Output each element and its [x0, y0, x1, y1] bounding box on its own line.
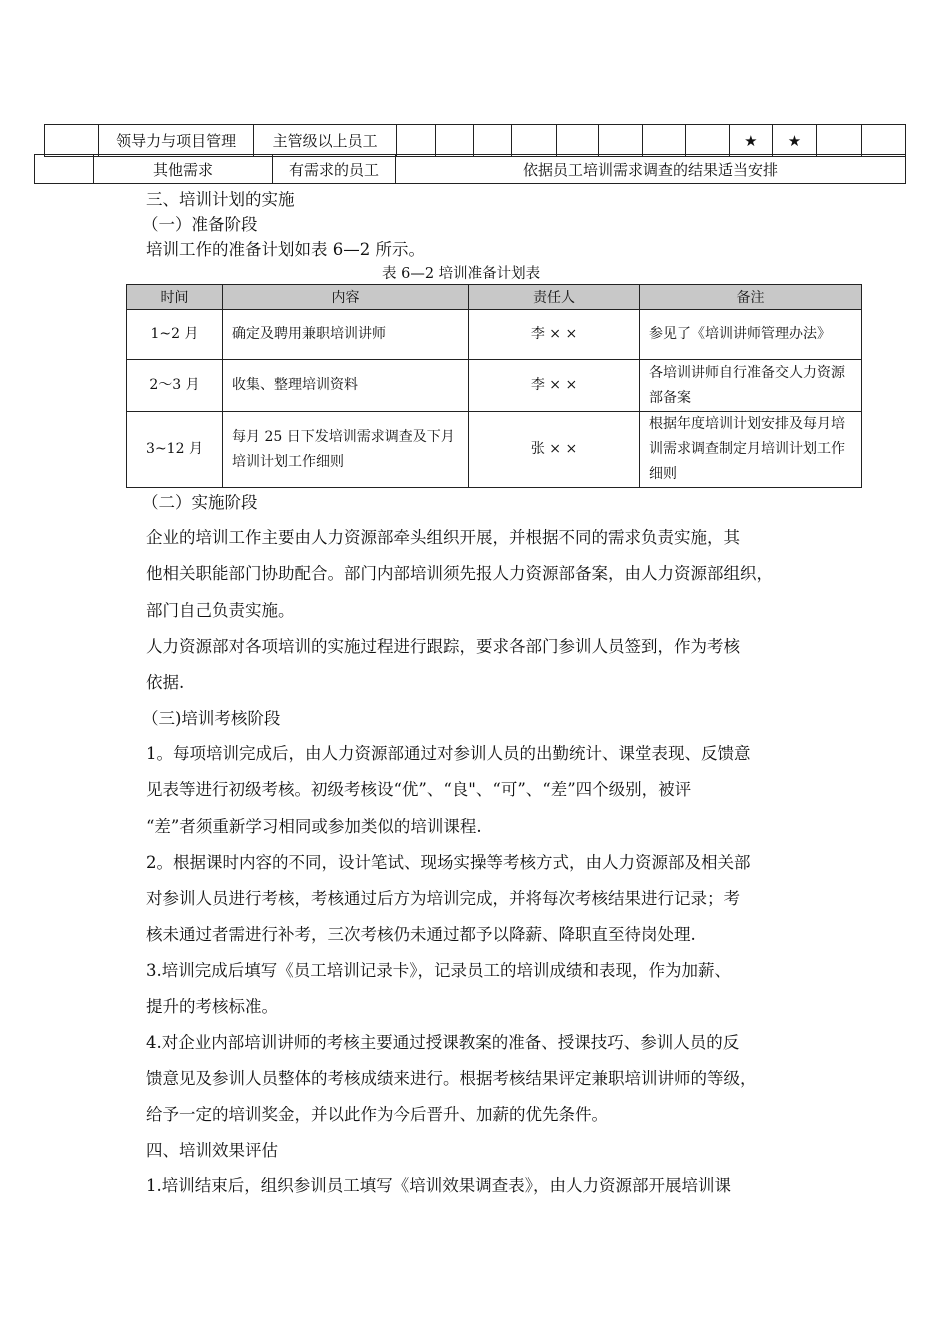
table-cell: 依据员工培训需求调查的结果适当安排 [396, 155, 906, 184]
owner-cell: 李 × × [469, 360, 640, 412]
table-cell: 其他需求 [94, 155, 273, 184]
table-cell: 主管级以上员工 [254, 125, 397, 157]
paragraph-line: 3.培训完成后填写《员工培训记录卡》，记录员工的培训成绩和表现，作为加薪、 [146, 961, 731, 980]
paragraph-line: 部门自己负责实施。 [146, 601, 295, 620]
column-header: 内容 [223, 285, 469, 310]
paragraph-line: 对参训人员进行考核，考核通过后方为培训完成，并将每次考核结果进行记录；考 [146, 889, 740, 908]
table-cell [817, 125, 861, 157]
star-mark: ★ [730, 125, 773, 157]
paragraph-line: 企业的培训工作主要由人力资源部牵头组织开展，并根据不同的需求负责实施，其 [146, 528, 740, 547]
table-cell: 领导力与项目管理 [99, 125, 254, 157]
note-cell: 各培训讲师自行准备交人力资源部备案 [640, 360, 862, 412]
table-row [127, 360, 862, 412]
content-cell: 每月 25 日下发培训需求调查及下月培训计划工作细则 [223, 412, 469, 488]
table-cell [435, 125, 473, 157]
table-cell [685, 125, 729, 157]
column-header: 时间 [127, 285, 223, 310]
table-cell [556, 125, 598, 157]
paragraph-line: 4.对企业内部培训讲师的考核主要通过授课教案的准备、授课技巧、参训人员的反 [146, 1033, 740, 1052]
table-cell [861, 125, 905, 157]
table-row [127, 412, 862, 488]
paragraph-line: 2。根据课时内容的不同，设计笔试、现场实操等考核方式，由人力资源部及相关部 [146, 853, 751, 872]
star-mark: ★ [772, 125, 817, 157]
paragraph-line: 见表等进行初级考核。初级考核设“优”、“良"、“可”、“差”四个级别，被评 [146, 780, 692, 799]
paragraph-line: “差”者须重新学习相同或参加类似的培训课程. [146, 817, 482, 836]
section-heading: 三、培训计划的实施 [146, 190, 295, 209]
paragraph-line: 人力资源部对各项培训的实施过程进行跟踪，要求各部门参训人员签到，作为考核 [146, 637, 740, 656]
paragraph-line: 培训工作的准备计划如表 6—2 所示。 [146, 240, 425, 259]
paragraph-line: 馈意见及参训人员整体的考核成绩来进行。根据考核结果评定兼职培训讲师的等级， [146, 1069, 757, 1088]
paragraph-line: 1.培训结束后，组织参训员工填写《培训效果调查表》，由人力资源部开展培训课 [146, 1176, 731, 1195]
paragraph-line: 他相关职能部门协助配合。部门内部培训须先报人力资源部备案，由人力资源部组织， [146, 564, 773, 583]
paragraph-line: 给予一定的培训奖金，并以此作为今后晋升、加薪的优先条件。 [146, 1105, 608, 1124]
owner-cell: 张 × × [469, 412, 640, 488]
table-cell [512, 125, 556, 157]
paragraph-line: 提升的考核标准。 [146, 997, 278, 1016]
table-cell [643, 125, 685, 157]
content-cell: 收集、整理培训资料 [223, 360, 469, 412]
time-cell: 2～3 月 [127, 360, 223, 412]
column-header: 责任人 [469, 285, 640, 310]
table-row [127, 310, 862, 360]
note-cell: 参见了《培训讲师管理办法》 [640, 310, 862, 360]
subsection-heading: （一）准备阶段 [142, 215, 258, 234]
table-cell [397, 125, 435, 157]
training-plan-table [126, 284, 862, 488]
column-header: 备注 [640, 285, 862, 310]
table-cell [599, 125, 643, 157]
content-cell: 确定及聘用兼职培训讲师 [223, 310, 469, 360]
paragraph-line: 核未通过者需进行补考，三次考核仍未通过都予以降薪、降职直至待岗处理. [146, 925, 696, 944]
table-cell [35, 155, 94, 184]
table-cell [45, 125, 99, 157]
table-cell [473, 125, 511, 157]
training-needs-table-row [44, 124, 906, 157]
owner-cell: 李 × × [469, 310, 640, 360]
section-heading: 四、培训效果评估 [146, 1141, 278, 1160]
time-cell: 1~2 月 [127, 310, 223, 360]
training-needs-table-row [34, 154, 906, 184]
subsection-heading: （二）实施阶段 [142, 493, 258, 512]
note-cell: 根据年度培训计划安排及每月培训需求调查制定月培训计划工作细则 [640, 412, 862, 488]
table-cell: 有需求的员工 [273, 155, 396, 184]
table-caption: 表 6—2 培训准备计划表 [382, 266, 541, 282]
subsection-heading: （三)培训考核阶段 [142, 709, 281, 728]
table-header-row [127, 285, 862, 310]
time-cell: 3~12 月 [127, 412, 223, 488]
paragraph-line: 1。每项培训完成后，由人力资源部通过对参训人员的出勤统计、课堂表现、反馈意 [146, 744, 751, 763]
paragraph-line: 依据. [146, 673, 185, 692]
